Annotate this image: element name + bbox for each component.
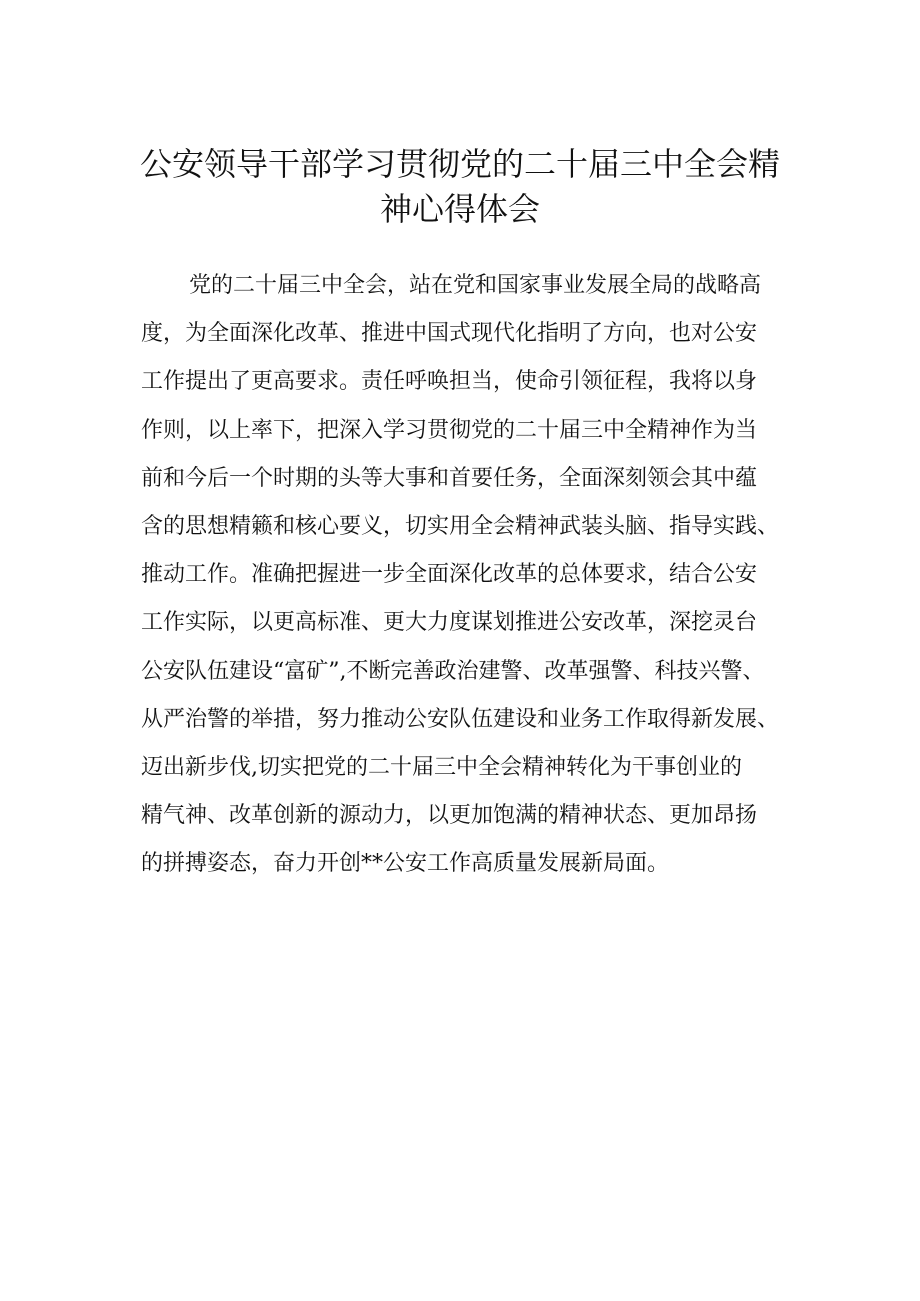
document-title xyxy=(120,142,800,232)
body-line: 工作实际，以更高标准、更大力度谋划推进公安改革，深挖灵台 xyxy=(141,610,758,636)
title-line: 神心得体会 xyxy=(379,190,540,228)
body-line: 作则，以上率下，把深入学习贯彻党的二十届三中全精神作为当 xyxy=(141,417,758,443)
body-line: 推动工作。准确把握进一步全面深化改革的总体要求，结合公安 xyxy=(141,562,758,588)
body-line: 精气神、改革创新的源动力，以更加饱满的精神状态、更加昂扬 xyxy=(141,803,758,829)
body-line: 迈出新步伐,切实把党的二十届三中全会精神转化为干事创业的 xyxy=(141,754,742,780)
body-line: 度，为全面深化改革、推进中国式现代化指明了方向，也对公安 xyxy=(141,321,758,347)
body-line: 的拼搏姿态，奋力开创**公安工作高质量发展新局面。 xyxy=(141,851,670,877)
body-line: 公安队伍建设“富矿”,不断完善政治建警、改革强警、科技兴警、 xyxy=(141,658,765,684)
body-line: 从严治警的举措，努力推动公安队伍建设和业务工作取得新发展、 xyxy=(141,706,780,732)
body-paragraph xyxy=(141,262,801,888)
body-line: 工作提出了更高要求。责任呼唤担当，使命引领征程，我将以身 xyxy=(141,369,758,395)
body-line: 前和今后一个时期的头等大事和首要任务，全面深刻领会其中蕴 xyxy=(141,465,758,491)
title-line: 公安领导干部学习贯彻党的二十届三中全会精 xyxy=(139,145,780,183)
body-line: 党的二十届三中全会，站在党和国家事业发展全局的战略高 xyxy=(189,273,762,298)
body-line: 含的思想精籁和核心要义，切实用全会精神武装头脑、指导实践、 xyxy=(141,513,780,539)
